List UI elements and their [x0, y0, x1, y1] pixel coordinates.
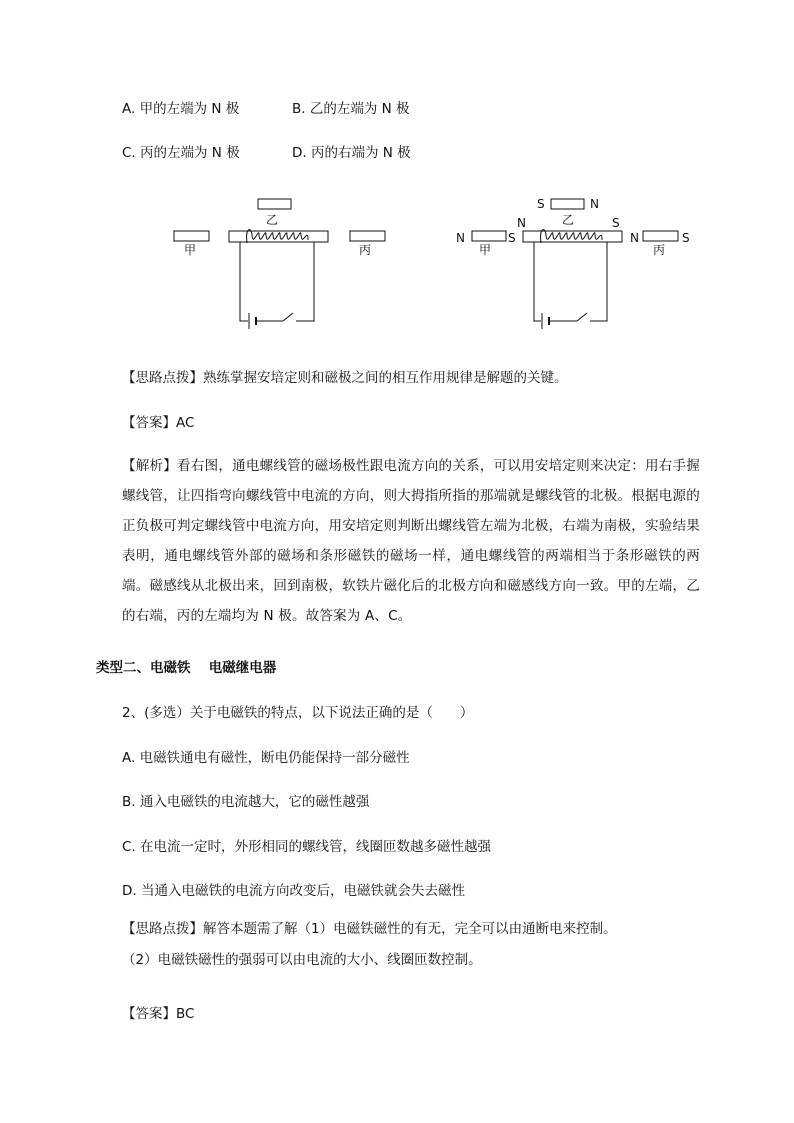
solenoid-figure [0, 190, 794, 340]
solenoid-core-left [229, 231, 328, 242]
coil-right [541, 230, 602, 243]
circuit-wire-right [534, 242, 541, 321]
magnet-yi-left [258, 199, 291, 209]
option-d: D. 丙的右端为 N 极 [292, 145, 411, 161]
pole-yi-left: S [537, 197, 545, 211]
magnet-jia-left [174, 231, 209, 241]
q1-hint: 【思路点拨】熟练掌握安培定则和磁极之间的相互作用规律是解题的关键。 [122, 370, 568, 386]
q2-option-a: A. 电磁铁通电有磁性，断电仍能保持一部分磁性 [122, 750, 410, 766]
label-jia-right: 甲 [479, 243, 492, 257]
pole-bing-left: N [630, 231, 639, 245]
q1-answer: 【答案】AC [122, 415, 195, 431]
solenoid-core-right [523, 231, 622, 242]
option-b: B. 乙的左端为 N 极 [292, 101, 410, 117]
q2-option-c: C. 在电流一定时，外形相同的螺线管，线圈匝数越多磁性越强 [122, 839, 492, 855]
pole-jia-right: S [508, 231, 516, 245]
label-bing-left: 丙 [359, 243, 372, 257]
option-a: A. 甲的左端为 N 极 [122, 101, 240, 117]
circuit-wire-left [240, 242, 248, 321]
coil-left [247, 230, 308, 243]
magnet-bing-right [643, 231, 678, 241]
magnet-bing-left [350, 231, 385, 241]
q2-option-d: D. 当通入电磁铁的电流方向改变后，电磁铁就会失去磁性 [122, 883, 465, 899]
q2-option-b: B. 通入电磁铁的电流越大，它的磁性越强 [122, 794, 370, 810]
section-title: 类型二、电磁铁 电磁继电器 [96, 660, 277, 676]
magnet-yi-right [551, 199, 584, 209]
label-yi-right: 乙 [562, 213, 575, 227]
magnet-jia-right [472, 231, 506, 241]
pole-coil-right: S [612, 216, 620, 230]
pole-coil-left: N [517, 216, 526, 230]
pole-yi-right: N [590, 197, 599, 211]
label-yi-left: 乙 [266, 213, 279, 227]
q2-hint-line2: （2）电磁铁磁性的强弱可以由电流的大小、线圈匝数控制。 [122, 952, 482, 968]
q2-hint-line1: 【思路点拨】解答本题需了解（1）电磁铁磁性的有无，完全可以由通断电来控制。 [122, 921, 617, 937]
option-c: C. 丙的左端为 N 极 [122, 145, 240, 161]
label-bing-right: 丙 [653, 243, 666, 257]
q1-analysis: 【解析】看右图，通电螺线管的磁场极性跟电流方向的关系，可以用安培定则来决定：用右手握螺线管，让四指弯向螺线管中电流的方向，则大拇指所指的那端就是螺线管的北极。根据电源的正负极可判定螺线管中电流方向，用安培定则判断出螺线管左端为北极，右端为南极，实验结果表明，通电螺线管外部的磁场和条形磁铁的磁场一样，通电螺线管的两端相当于条形磁铁的两端。磁感线从北极出来，回到南极，软铁片磁化后的北极方向和磁感线方向一致。甲的左端，乙的右端，丙的左端均为 N 极。故答案为 A、C。 [122, 458, 700, 624]
pole-bing-right: S [682, 231, 690, 245]
pole-jia-left: N [456, 231, 465, 245]
label-jia-left: 甲 [184, 243, 197, 257]
q2-stem: 2、(多选）关于电磁铁的特点，以下说法正确的是（ ） [122, 705, 474, 721]
q2-answer: 【答案】BC [122, 1006, 195, 1022]
switch-left [283, 313, 293, 321]
switch-right [577, 313, 587, 321]
